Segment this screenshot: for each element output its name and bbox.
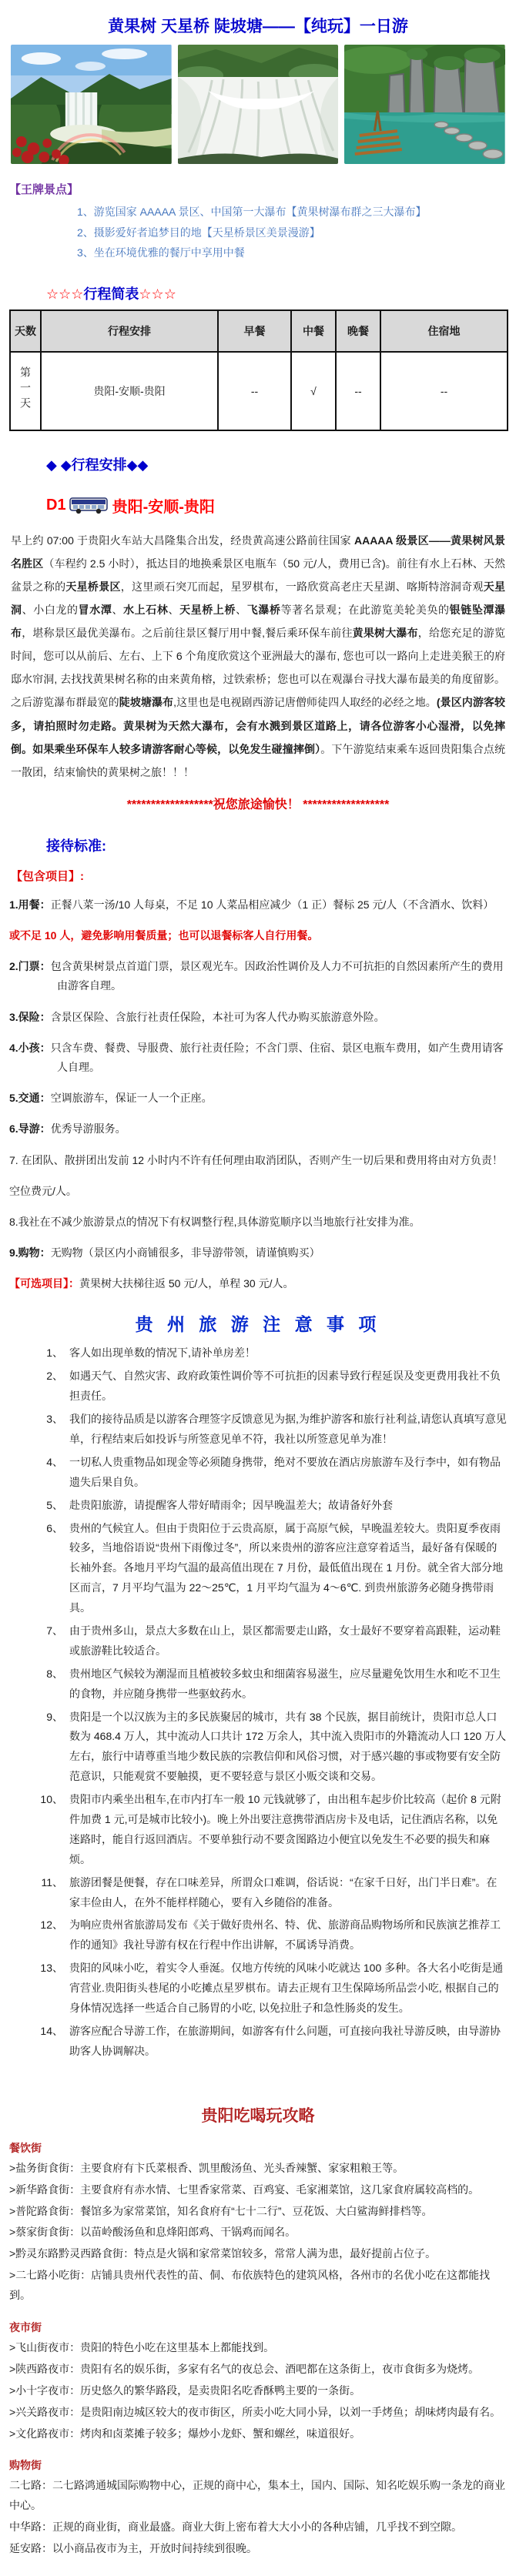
notice-item-text: 由于贵州多山，景点大多数在山上，景区都需要走山路，女士最好不要穿着高跟鞋，运动鞋或旅游鞋比较适合。: [69, 1624, 501, 1657]
notice-item-text: 如遇天气、自然灾害、政府政策性调价等不可抗拒的因素导致行程延误及变更费用我社不负担责任。: [69, 1370, 501, 1403]
cell-lunch: √: [291, 352, 336, 430]
paragraph-segment: （车程约 2.5 小时），抵达目的地换乘景区电瓶车（50 元/人，费用已含)。前往有水上石林、天然盆景之称的: [11, 557, 505, 593]
food-guide-heading: 贵阳吃喝玩攻略: [201, 2106, 315, 2125]
include-item-text: 优秀导游服务。: [50, 1122, 126, 1136]
dining-street-list: [9, 2159, 507, 2306]
paragraph-segment: 早上约 07:00 于贵阳火车站大昌隆集合出发，经贵黄高速公路前往国家: [11, 534, 354, 547]
schedule-header-row: [10, 310, 508, 352]
include-list: [9, 895, 507, 1294]
include-item: [9, 1039, 507, 1077]
highlights-section: [9, 181, 507, 263]
include-item-text: 只含车费、餐费、导服费、旅行社责任险；不含门票、住宿、景区电瓶车费用，如产生费用请客人自理。: [50, 1041, 504, 1073]
tianxingqiao-stone-forest-photo: [344, 45, 505, 164]
notice-item-text: 我们的接待品质是以游客合理签字反馈意见为据,为维护游客和旅行社利益,请您认真填写意见单，行程结束后如投诉与所签意见单不符，我社以所签意见单为准！: [69, 1413, 507, 1445]
street-entry: 二七路：二七路鸿通城国际购物中心，正规的商中心，集本土，国内、国际、知名吃娱乐购一条龙的商业中心。: [9, 2479, 505, 2512]
itinerary-paragraph: [11, 529, 505, 784]
paragraph-segment: 、: [168, 604, 180, 617]
paragraph-segment: 天星桥上桥: [179, 604, 236, 617]
paragraph-segment: ，给您充足的游览时间，您可以从前后、左右、上下 6 个角度欣赏这个亚洲最大的瀑布, 您也可以一路向上走进美猴王的府邸水帘洞, 去找找黄果树名称的由来黄角榕，过铁索桥；您也可以在观瀑台寻找大瀑布最美的角度留影。之后游览瀑布群最宽的: [11, 627, 506, 709]
include-item-label: 4.小孩：: [9, 1041, 51, 1054]
street-entry: >飞山街夜市：贵阳的特色小吃在这里基本上都能找到。: [9, 2340, 275, 2354]
notice-heading: 贵 州 旅 游 注 意 事 项: [135, 1314, 381, 1335]
itinerary-heading: ◆ ◆行程安排◆◆: [46, 457, 149, 473]
night-market-section: [9, 2320, 507, 2444]
header-stay: 住宿地: [380, 310, 508, 352]
include-item-text: 或不足 10 人，避免影响用餐质量；也可以退餐标客人自行用餐。: [9, 929, 319, 942]
paragraph-segment: ,这里也是电视剧西游记唐僧师徒四人取经的必经之地。: [173, 696, 437, 709]
highlight-item: 3、坐在环境优雅的餐厅中享用中餐: [77, 246, 245, 259]
notice-item-number: 1、: [46, 1347, 63, 1360]
notice-item-text: 贵州地区气候较为潮湿而且植被较多蚊虫和细菌容易滋生，应尽量避免饮用生水和吃不卫生的食物，并应随身携带一些驱蚊药水。: [69, 1667, 501, 1700]
include-item-text: 在团队、散拼团出发前 12 小时内不许有任何理由取消团队，否则产生一切后果和费用将由对方负责！: [18, 1153, 503, 1166]
paragraph-segment: 天星桥景区: [65, 580, 121, 593]
notice-item: [9, 1410, 507, 1450]
paragraph-segment: 冒水潭: [78, 604, 112, 617]
notice-item: [9, 1621, 507, 1661]
include-item: [9, 1119, 507, 1139]
paragraph-segment: 黄果树大瀑布: [352, 627, 418, 640]
highlight-item: 1、游览国家 AAAAA 景区、中国第一大瀑布【黄果树瀑布群之三大瀑布】: [77, 206, 427, 218]
paragraph-segment: 、: [112, 604, 124, 617]
notice-item: [9, 1708, 507, 1788]
schedule-title: [46, 283, 507, 303]
notice-item: [9, 1873, 507, 1913]
notice-item-text: 游客应配合导游工作，在旅游期间，如游客有什么问题，可直接向我社导游反映，由导游协助客人协调解决。: [69, 2024, 501, 2057]
notice-item-text: 贵州的气候宜人。但由于贵阳位于云贵高原，属于高原气候，早晚温差较大。贵阳夏季夜雨较多，当地俗语说“贵州下雨像过冬”，所以来贵州的游客应注意穿着适当，最好备有保暖的长袖外套。各地月平均气温的最高值出现在 7 月份，最低值出现在 1 月份。就全省大部分地区而言，7 月平均气温为 22～25℃，1 月平均气温为 4～6℃. 到贵州旅游务必随身携带雨具。: [69, 1521, 504, 1614]
paragraph-segment: 陡坡塘瀑布: [119, 696, 174, 709]
street-entry: >新华路食街：主要食府有赤水情、七里香家常菜、百鸡宴、毛家湘菜馆，这几家食府属较高档的。: [9, 2183, 480, 2196]
cell-breakfast: --: [218, 352, 291, 430]
street-entry: >盐务街食街：主要食府有卞氏菜根香、凯里酸汤鱼、光头香辣蟹、家家粗粮王等。: [9, 2161, 404, 2174]
paragraph-segment: ，堪称景区最优美瀑布。之后前往景区餐厅用中餐,餐后乘环保车前往: [22, 627, 353, 640]
notice-item: [9, 1343, 507, 1363]
photo-strip: [11, 45, 505, 164]
notice-item-number: 5、: [46, 1498, 63, 1511]
header-dinner: 晚餐: [336, 310, 380, 352]
include-item: [9, 1008, 507, 1027]
notice-item: [9, 1453, 507, 1493]
highlights-list: [77, 202, 507, 263]
notice-item-number: 10、: [40, 1793, 63, 1806]
paragraph-segment: 水上石林: [123, 604, 169, 617]
notice-item-text: 贵阳市内乘坐出租车,在市内打车一般 10 元钱就够了，由出租车起步价比较高（起价 8 元附件加费 1 元,可是城市比较小)。晚上外出要注意携带酒店房卡及电话，记住酒店名称，以免迷路时，能自行返回酒店。不要单独行动不要贪图路边小便宜以免发生不必要的损失和麻烦。: [69, 1793, 501, 1865]
reception-heading: 接待标准:: [46, 838, 106, 854]
schedule-row: [10, 352, 508, 430]
highlights-heading: 【王牌景点】: [9, 183, 79, 196]
street-entry: >蔡家街食街：以苗岭酸汤鱼和息烽阳郎鸡、干锅鸡而闻名。: [9, 2226, 297, 2239]
notice-item-number: 13、: [40, 1962, 63, 1975]
notice-item-number: 8、: [46, 1667, 63, 1680]
cell-plan: 贵阳-安顺-贵阳: [41, 352, 218, 430]
day1-label: D1: [46, 496, 66, 514]
include-item-label: 【可选项目】：: [9, 1277, 79, 1290]
include-item: [9, 926, 507, 945]
notice-list: [9, 1343, 507, 2061]
street-entry: >普陀路食街：餐馆多为家常菜馆，知名食府有“七十二行”、豆花饭、大白鲨海鲜排档等。: [9, 2204, 433, 2217]
notice-item: [9, 1959, 507, 2019]
include-item-text: 我社在不减少旅游景点的情况下有权调整行程,具体游览顺序以当地旅行社安排为准。: [18, 1215, 421, 1228]
street-entry: >兴关路夜市：是贵阳南边城区较大的夜市街区，所卖小吃大同小异，以刘一手烤鱼；胡味烤肉最有名。: [9, 2405, 501, 2418]
notice-item-number: 12、: [40, 1919, 63, 1932]
include-item-label: 7.: [9, 1153, 18, 1166]
notice-item-number: 2、: [46, 1370, 63, 1383]
notice-item: [9, 1367, 507, 1407]
paragraph-segment: 。下午游览结束乘车返回贵阳集合点统一散团，结束愉快的黄果树之旅！！！: [11, 742, 506, 778]
notice-item-number: 11、: [41, 1875, 63, 1889]
header-plan: 行程安排: [41, 310, 218, 352]
street-entry: 延安路：以小商品夜市为主，开放时间持续到很晚。: [9, 2542, 257, 2555]
night-market-list: [9, 2338, 507, 2444]
wish-line: ******************祝您旅途愉快！ ******************: [126, 798, 390, 811]
include-item-text: 包含黄果树景点首道门票，景区观光车。因政治性调价及人力不可抗拒的自然因素所产生的费用由游客自理。: [50, 960, 504, 992]
include-item-label: 2.门票：: [9, 960, 51, 973]
notice-item-number: 6、: [46, 1521, 63, 1534]
notice-item-text: 客人如出现单数的情况下,请补单房差！: [69, 1347, 256, 1360]
paragraph-segment: AAAAA 级景区——黄果树风景名胜区: [11, 534, 505, 570]
street-entry: >二七路小吃街：店铺具贵州代表性的苗、侗、布依族特色的建筑风格，各州市的名优小吃在这都能找到。: [9, 2269, 491, 2302]
paragraph-segment: 银链坠潭瀑布: [11, 604, 506, 640]
include-item: [9, 895, 507, 915]
header-breakfast: 早餐: [218, 310, 291, 352]
header-day: 天数: [10, 310, 41, 352]
night-market-heading: 夜市街: [9, 2320, 42, 2333]
cell-dinner: --: [336, 352, 380, 430]
street-entry: 中华路：正规的商业街，商业最盛。商业大街上密布着大大小小的各种店铺，几乎找不到空隙。: [9, 2521, 462, 2534]
day1-route-line: [46, 494, 507, 517]
doupotang-cascade-photo: [178, 45, 339, 164]
shopping-street-list: [9, 2476, 507, 2559]
paragraph-segment: 飞瀑桥: [246, 604, 281, 617]
paragraph-segment: 、小白龙的: [22, 604, 79, 617]
notice-item: [9, 2022, 507, 2062]
notice-item-text: 赴贵阳旅游，请提醒客人带好晴雨伞；因早晚温差大；故请备好外套: [69, 1498, 393, 1511]
notice-item-number: 14、: [40, 2024, 63, 2037]
stars-left: ☆☆☆: [46, 286, 84, 302]
include-item-label: 5.交通：: [9, 1092, 51, 1105]
day-label: 第一天: [19, 366, 32, 413]
include-item-label: 8.: [9, 1215, 18, 1228]
notice-item-number: 4、: [46, 1455, 63, 1468]
notice-item: [9, 1790, 507, 1870]
street-entry: >陕西路夜市：贵阳有名的娱乐街，多家有名气的夜总会、酒吧都在这条街上，夜市食街多为烧烤。: [9, 2362, 480, 2375]
shopping-street-section: [9, 2457, 507, 2559]
include-item-text: 含景区保险、含旅行社责任保险，本社可为客人代办购买旅游意外险。: [50, 1010, 385, 1023]
notice-item: [9, 1519, 507, 1618]
include-heading: 【包含项目】:: [11, 869, 84, 883]
bus-icon: [69, 495, 109, 515]
include-item: [9, 1182, 507, 1201]
notice-item-text: 贵阳的风味小吃，着实令人垂涎。仅地方传统的风味小吃就达 100 多种。各大名小吃街是通宵营业.贵阳街头巷尾的小吃摊点星罗棋布。请去正规有卫生保障场所品尝小吃, 根据自己的身体情况选择一些适合自己肠胃的小吃, 以免拉肚子和急性肠炎的发生。: [69, 1962, 504, 2015]
schedule-table: [9, 309, 508, 431]
notice-item-text: 贵阳是一个以汉族为主的多民族聚居的城市，共有 38 个民族，据目前统计，贵阳市总人口数为 468.4 万人，其中流动人口共计 172 万余人，其中流入贵阳市的外籍流动人口 120 万人左右，旅行中请尊重当地少数民族的宗教信仰和风俗习惯，对于感兴趣的事或物要有安全防范意识，只能观赏不要触摸，更不要轻意与景区小贩交谈和交易。: [69, 1710, 507, 1783]
shopping-street-heading: 购物街: [9, 2459, 42, 2472]
notice-item-text: 为响应贵州省旅游局发布《关于做好贵州名、特、优、旅游商品购物场所和民族演艺推荐工作的通知》我社导游有权在行程中作出讲解，不属诱导消费。: [69, 1919, 501, 1952]
include-item: [9, 1151, 507, 1170]
cell-stay: --: [380, 352, 508, 430]
dining-street-section: [9, 2140, 507, 2306]
include-item-text: 空调旅游车，保证一人一个正座。: [50, 1092, 213, 1105]
notice-item: [9, 1664, 507, 1705]
cell-day: [10, 352, 41, 430]
paragraph-segment: 等著名景观；在此游览美轮美奂的: [280, 604, 450, 617]
paragraph-segment: 、: [236, 604, 247, 617]
notice-item-text: 旅游团餐是便餐，存在口味差异，所谓众口难调，俗话说：“在家千日好，出门半日难”。在家丰俭由人，在外不能样样随心，要有入乡随俗的准备。: [69, 1875, 498, 1909]
include-item-label: 6.导游：: [9, 1122, 51, 1136]
page-title: 黄果树 天星桥 陡坡塘——【纯玩】一日游: [108, 18, 408, 35]
include-item: [9, 1213, 507, 1232]
notice-item: [9, 1496, 507, 1516]
include-item: [9, 1243, 507, 1263]
include-item-text: 无购物（景区内小商铺很多，非导游带领，请谨慎购买）: [50, 1246, 320, 1260]
notice-item-number: 9、: [46, 1710, 63, 1723]
huangguoshu-waterfall-photo: [11, 45, 172, 164]
schedule-title-text: 行程简表: [83, 286, 139, 302]
notice-item-number: 3、: [46, 1413, 63, 1426]
highlight-item: 2、摄影爱好者追梦目的地【天星桥景区美景漫游】: [77, 226, 320, 239]
street-entry: >文化路夜市：烤肉和卤菜摊子较多；爆炒小龙虾、蟹和螺丝，味道很好。: [9, 2427, 361, 2440]
include-item-label: 1.用餐：: [9, 898, 51, 911]
include-item: [9, 1274, 507, 1293]
paragraph-segment: 天星洞: [11, 580, 506, 617]
include-item-text: 正餐八菜一汤/10 人每桌，不足 10 人菜品相应减少（1 正）餐标 25 元/人（不含酒水、饮料）: [50, 898, 494, 911]
notice-item-text: 一切私人贵重物品如现金等必须随身携带，绝对不要放在酒店房旅游车及行李中，如有物品遗失后果自负。: [69, 1455, 501, 1488]
include-item: [9, 1089, 507, 1108]
header-lunch: 中餐: [291, 310, 336, 352]
include-item-text: 黄果树大扶梯往返 50 元/人，单程 30 元/人。: [79, 1277, 294, 1290]
street-entry: >黔灵东路黔灵西路食街：特点是火锅和家常菜馆较多，常常人满为患，最好提前占位子。: [9, 2247, 437, 2260]
paragraph-segment: ，这里顽石突兀而起，星罗棋布，一路欣赏高老庄天星湖、喀斯特溶洞奇观: [120, 580, 484, 593]
notice-item: [9, 1915, 507, 1955]
paragraph-segment: (景区内游客较多，请拍照时勿走路。黄果树为天然大瀑布，会有水溅到景区道路上，请各位游客小心湿滑，以免摔倒。如果乘坐环保车人较多请游客耐心等候，以免发生碰撞摔倒）: [11, 696, 506, 755]
stars-right: ☆☆☆: [139, 286, 176, 302]
include-item: [9, 957, 507, 995]
include-item-label: 9.购物：: [9, 1246, 51, 1260]
dining-street-heading: 餐饮街: [9, 2141, 42, 2154]
include-item-label: 3.保险：: [9, 1010, 51, 1023]
notice-item-number: 7、: [46, 1624, 63, 1638]
day1-route: 贵阳-安顺-贵阳: [112, 498, 215, 516]
street-entry: >小十字夜市：历史悠久的繁华路段，是卖贵阳名吃香酥鸭主要的一条街。: [9, 2384, 361, 2397]
include-item-text: 空位费元/人。: [9, 1184, 77, 1197]
